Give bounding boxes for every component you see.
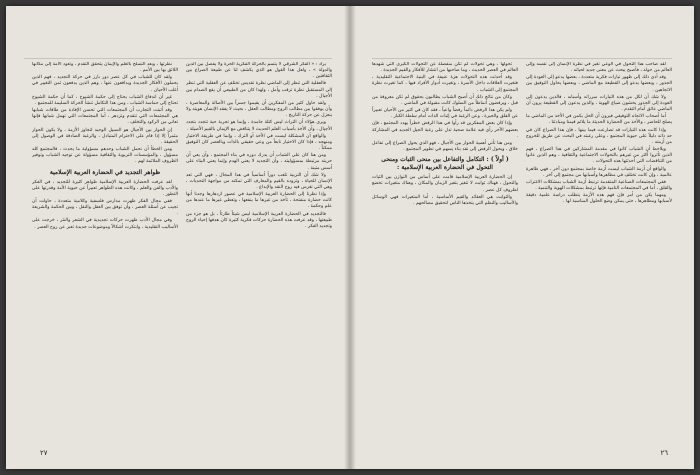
top-rule: [372, 58, 672, 59]
paragraph: وقد أثبتت التجارب أن المجتمعات التي تحسن الإفادة من طاقات شبابها هي المجتمعات التي تتقدم وتزدهر ، أما المجتمعات التي تهمل شبابها فإنها تعاني من الركود والتخلف .: [32, 108, 178, 126]
book-spread: [6, 6, 694, 469]
paragraph: يراد : « الفكر الشرقي لا يتسم بالحركة الفكرية الحرة ولا يفصل بين الدين والدولة » ، ولعل هذا القول هو الذي يكشف لنا عن طبيعة الصراع بين الثقافتين .: [186, 62, 332, 80]
paragraph: وإذا كانت هذه التيارات قد تصارعت فيما بينها ، فإن هذا الصراع كان في حد ذاته دليلاً على حيوية المجتمع ، وعلى رغبته في البحث عن طريق للخروج من أزمته .: [526, 127, 672, 145]
paragraph: لقد صاحب هذا التحول في الوعي تغير في نظرة الإنسان إلى نفسه وإلى العالم من حوله ، فأصبح يبحث عن معنى جديد لحياته .: [526, 62, 672, 74]
page-number: ٢٦: [660, 449, 668, 457]
paragraph: إن الحضارة العربية الإسلامية قامت على أساس من التوازن بين الثبات والتحول ، فهناك ثوابت لا تتغير بتغير الزمان والمكان ، وهناك متغيرات تخضع لظروف كل عصر .: [372, 175, 518, 193]
paragraph: فالعقلية التي تنظر إلى الماضي نظرة تقديس تختلف عن العقلية التي تنظر إلى المستقبل نظرة ترقب وأمل ، ولهذا كان من الطبيعي أن يقع الصدام بين الأجيال .: [186, 81, 332, 99]
paragraph: ولم يكن هذا الرفض دائماً رفضاً واعياً ، فقد كان في كثير من الأحيان تعبيراً عن القلق والحيرة ، وعن الرغبة في إثبات الذات أمام سلطة الكبار .: [372, 108, 518, 120]
paragraph: ففي المجتمعات الصناعية المتقدمة ترتبط أزمة الشباب بمشكلات الاغتراب والقلق ، أما في المجتمعات النامية فإنها ترتبط بمشكلات الهوية والتنمية .: [526, 179, 672, 191]
top-rule: [24, 58, 332, 59]
section-heading: ( أولاً ) : التكامل والتفاعل بين منحى الثبات ومنحى التحول في الحضارة العربية الإسلامية :: [381, 156, 509, 172]
paragraph: ولا شك أن لكل من هذه التيارات مبرراته وأسبابه ، فالذين يدعون إلى العودة إلى الجذور يخشون ضياع الهوية ، والذين يدعون إلى القطيعة يرون أن الماضي عائق أمام التقدم .: [526, 94, 672, 113]
paragraph: وفي مجال الأدب ظهرت حركات تجديدية في الشعر والنثر ، خرجت على الأساليب التقليدية ، وابتكرت أشكالاً وموضوعات جديدة تعبر عن روح العصر .: [32, 218, 178, 230]
paragraph: وإذا نظرنا إلى الحضارة العربية الإسلامية في عصور ازدهارها وجدنا أنها كانت حضارة منفتحة ، تأخذ من غيرها ما ينفعها ، وتعطي غيرها ما عندها من علم وحكمة .: [186, 192, 332, 210]
paragraph: والواقع أن المشكلة ليست في الأخذ أو الترك ، وإنما في طريقة الاختيار ومنهجه ، فإذا كان الاختيار نابعاً من وعي حقيقي بالذات وبالعصر كان التوفيق ممكناً .: [186, 133, 332, 152]
paragraph: وإذا كان بعض المفكرين قد رأوا في هذا الرفض خطراً يهدد المجتمع ، فإن بعضهم الآخر رأى فيه علامة صحية تدل على رغبة الجيل الجديد في المشاركة .: [372, 121, 518, 139]
right-page-right-column: [526, 62, 672, 440]
paragraph: ومن هنا تأتي أهمية الحوار بين الأجيال ، فهو الذي يحول الصراع إلى تفاعل خلاق ، ويحول الرفض إلى نقد بناء يسهم في تطوير المجتمع .: [372, 140, 518, 153]
paragraph: ويلاحظ أن الشباب كانوا في مقدمة المشاركين في هذا الصراع ، فهم الذين تأثروا أكثر من غيرهم بالتحولات الاجتماعية والثقافية ، وهم الذين عانوا من التناقضات التي أحدثتها هذه التحولات .: [526, 147, 672, 165]
paragraph: ففي مجال الفكر ظهرت مدارس فلسفية وكلامية متعددة ، حاولت أن تجيب عن أسئلة العصر ، وأن توفق بين العقل والنقل ، وبين الحكمة والشريعة .: [32, 198, 178, 217]
paragraph: ولقد كان للشباب في كل عصر دور بارز في حركة التجديد ، فهم الذين يحملون الأفكار الجديدة ويدافعون عنها ، وهم الذين يدفعون ثمن التغيير في أغلب الأحيان .: [32, 75, 178, 93]
paragraph: نظرتها ، وبعد التسلح بالعلم والإيمان يتحقق التقدم ، وتعود الأمة إلى مكانها اللائق بها بين الأمم .: [32, 62, 178, 74]
paragraph: ومهما يكن من أمر فإن فهم هذه الأزمة يتطلب دراسة علمية دقيقة لأسبابها ومظاهرها ، حتى يمكن وضع الحلول المناسبة لها .: [526, 193, 672, 205]
paragraph: أما أصحاب الاتجاه التوفيقي فيرون أن الحل يكمن في الأخذ من الماضي ما يصلح للحاضر ، والأخذ من الحضارة الحديثة ما يلائم قيمنا ومبادئنا .: [526, 114, 672, 126]
paragraph: وكان من نتائج ذلك أن أصبح الشباب يطالبون بحقوق لم تكن معروفة من قبل ، ويرفضون أنماطاً من السلوك كانت مقبولة في الماضي .: [372, 94, 518, 106]
paragraph: إن الحوار بين الأجيال هو السبيل الوحيد لتجاوز الأزمة ، ولا يكون الحوار مثمراً إلا إذا قام على الاحترام المتبادل ، والرغبة الصادقة في الوصول إلى الحقيقة .: [32, 127, 178, 145]
paragraph: غير أن اندفاع الشباب يحتاج إلى حكمة الشيوخ ، كما أن حكمة الشيوخ تحتاج إلى حماسة الشباب ، ومن هذا التكامل تنشأ الحركة السليمة للمجتمع .: [32, 94, 178, 106]
paragraph: ولا شك أن التربية تلعب دوراً أساسياً في هذا المجال ، فهي التي تعد الإنسان للحياة ، وتزوده بالقيم والمعارف التي تمكنه من مواجهة التحديات ، وهي التي تغرس فيه روح النقد والإبداع .: [186, 172, 332, 190]
right-page-left-column: [372, 62, 518, 440]
paragraph: ومن الخطأ أن نحمل الشباب وحدهم مسؤولية ما يحدث ، فالمجتمع كله مسؤول ، والمؤسسات التربوية والثقافية مسؤولة عن توجيه الشباب وتوفير الظروف الملائمة لهم .: [32, 147, 178, 165]
left-page: [6, 6, 350, 469]
paragraph: فالتجديد في الحضارة العربية الإسلامية ليس شيئاً طارئاً ، بل هو جزء من طبيعتها ، وقد عرفت هذه الحضارة حركات فكرية كثيرة كان هدفها إحياء الروح وتجديد الفكر .: [186, 211, 332, 229]
paragraph: والواقع أن أزمة الشباب ليست أزمة خاصة بمجتمع دون آخر ، فهي ظاهرة عالمية ، وإن كانت تختلف في مظاهرها وأسبابها من مجتمع إلى آخر .: [526, 166, 672, 178]
left-page-left-column: [32, 62, 178, 440]
book-gutter: [344, 6, 356, 469]
paragraph: لقد عرفت الحضارة العربية الإسلامية ظواهر كثيرة للتجديد ، في الفكر والأدب والفن والعلم ، وكانت هذه الظواهر تعبيراً عن حيوية الأمة وقدرتها على التطور .: [32, 179, 178, 197]
paragraph: وقد أحدثت هذه التحولات هزة عنيفة في البنية الاجتماعية التقليدية ، فتغيرت العلاقات داخل الأسرة ، وتغيرت أدوار الأفراد فيها ، كما تغيرت نظرة المجتمع إلى الشباب .: [372, 75, 518, 93]
left-page-right-column: [186, 62, 332, 440]
paragraph: ومن هنا كان على الشباب أن يدرك دوره في بناء المجتمع ، وأن يعي أن حريته مرتبطة بمسؤوليته ، وأن التجديد لا يعني الهدم وإنما يعني البناء على أسس متينة .: [186, 153, 332, 171]
paragraph: ويرى هؤلاء أن التراث ليس كتلة جامدة ، وإنما هو تجربة حية تتجدد بتجدد الأجيال ، وأن الأخذ بأسباب العلم الحديث لا يتناقض مع الإيمان بالقيم الأصيلة .: [186, 120, 332, 132]
paragraph: وقد أدى ذلك إلى ظهور تيارات فكرية متعددة ، بعضها يدعو إلى العودة إلى الجذور ، وبعضها يدعو إلى القطيعة مع الماضي ، وبعضها يحاول التوفيق بين الاتجاهين .: [526, 75, 672, 93]
paragraph: تحولها ، وهي تحولات لم تكن منفصلة عن التحولات الكبرى التي شهدها العالم في العصر الحديث ، وما صاحبها من انتشار للأفكار والقيم الجديدة .: [372, 62, 518, 74]
paragraph: ولقد حاول كثير من المفكرين أن يقيموا جسراً بين الأصالة والمعاصرة ، وأن يوفقوا بين مطالب الروح ومطالب العقل ، بحيث لا يفقد الإنسان هويته ولا ينعزل عن حركة التاريخ .: [186, 100, 332, 119]
page-number: ٢٧: [40, 449, 48, 457]
section-heading: ظواهر التجديد في الحضارة العربية الإسلامية: [49, 168, 161, 176]
paragraph: والثوابت هي العقائد والقيم الأساسية ، أما المتغيرات فهي الوسائل والأساليب والنظم التي يتخذها الناس لتحقيق مصالحهم .: [372, 194, 518, 206]
right-page: [350, 6, 694, 469]
